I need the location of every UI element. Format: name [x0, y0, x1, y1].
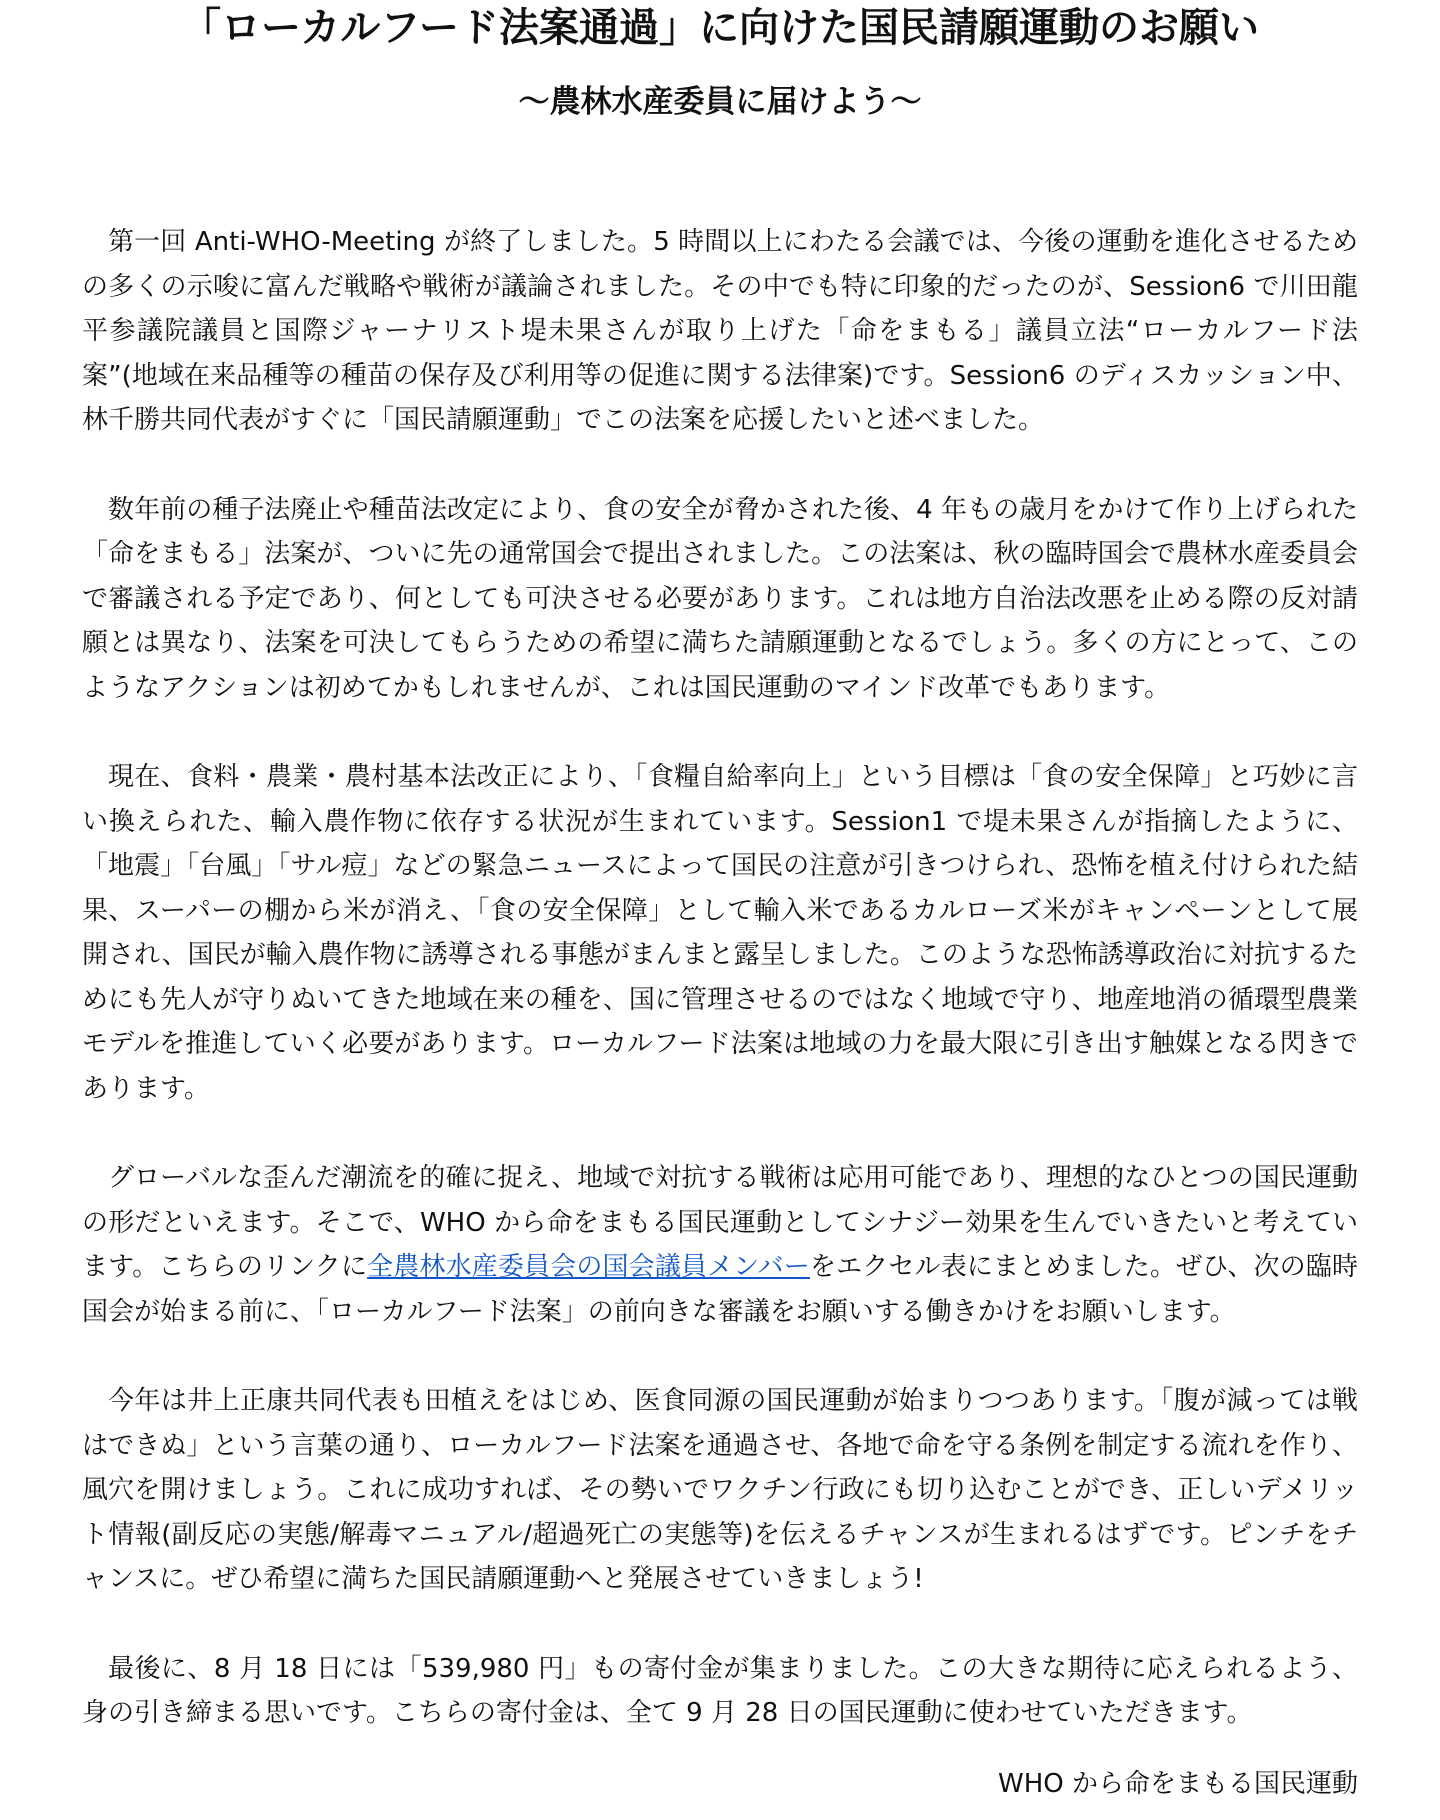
document-title: 「ローカルフード法案通過」に向けた国民請願運動のお願い: [181, 5, 1259, 51]
document-body: [82, 220, 1358, 1736]
committee-members-link[interactable]: 全農林水産委員会の国会議員メンバー: [367, 1252, 810, 1282]
signature: WHO から命をまもる国民運動: [998, 1769, 1358, 1799]
paragraph-donations: 最後に、8 月 18 日には「539,980 円」もの寄付金が集まりました。この大きな期待に応えられるよう、身の引き締まる思いです。こちらの寄付金は、全て 9 月 28 日の国民運動に使わせていただきます。: [82, 1653, 1358, 1728]
paragraph-movement-momentum: 今年は井上正康共同代表も田植えをはじめ、医食同源の国民運動が始まりつつあります。「腹が減っては戦はできぬ」という言葉の通り、ローカルフード法案を通過させ、各地で命を守る条例を制定する流れを作り、風穴を開けましょう。これに成功すれば、その勢いでワクチン行政にも切り込むことができ、正しいデメリット情報(副反応の実態/解毒マニュアル/超過死亡の実態等)を伝えるチャンスが生まれるはずです。ピンチをチャンスに。ぜひ希望に満ちた国民請願運動へと発展させていきましょう!: [82, 1386, 1358, 1594]
paragraph-food-security: 現在、食料・農業・農村基本法改正により、「食糧自給率向上」という目標は「食の安全保障」と巧妙に言い換えられた、輸入農作物に依存する状況が生まれています。Session1 で堤未果さんが指摘したように、「地震」「台風」「サル痘」などの緊急ニュースによって国民の注意が引きつけられ、恐怖を植え付けられた結果、スーパーの棚から米が消え、「食の安全保障」として輸入米であるカルローズ米がキャンペーンとして展開され、国民が輸入農作物に誘導される事態がまんまと露呈しました。このような恐怖誘導政治に対抗するためにも先人が守りぬいてきた地域在来の種を、国に管理させるのではなく地域で守り、地産地消の循環型農業モデルを推進していく必要があります。ローカルフード法案は地域の力を最大限に引き出す触媒となる閃きであります。: [82, 762, 1358, 1104]
paragraph-call-to-action-text-after: をエクセル表にまとめました。ぜひ、次の臨時国会が始まる前に、「ローカルフード法案」の前向きな審議をお願いする働きかけをお願いします。: [82, 1252, 1358, 1327]
paragraph-call-to-action-text-before: グローバルな歪んだ潮流を的確に捉え、地域で対抗する戦術は応用可能であり、理想的なひとつの国民運動の形だといえます。そこで、WHO から命をまもる国民運動としてシナジー効果を生んでいきたいと考えています。こちらのリンクに: [82, 1163, 1358, 1282]
paragraph-bill-background: 数年前の種子法廃止や種苗法改定により、食の安全が脅かされた後、4 年もの歳月をかけて作り上げられた「命をまもる」法案が、ついに先の通常国会で提出されました。この法案は、秋の臨時国会で農林水産委員会で審議される予定であり、何としても可決させる必要があります。これは地方自治法改悪を止める際の反対請願とは異なり、法案を可決してもらうための希望に満ちた請願運動となるでしょう。多くの方にとって、このようなアクションは初めてかもしれませんが、これは国民運動のマインド改革でもあります。: [82, 494, 1358, 703]
paragraph-meeting-report: 第一回 Anti-WHO-Meeting が終了しました。5 時間以上にわたる会議では、今後の運動を進化させるための多くの示唆に富んだ戦略や戦術が議論されました。その中でも特に印象的だったのが、Session6 で川田龍平参議院議員と国際ジャーナリスト堤未果さんが取り上げた「命をまもる」議員立法“ローカルフード法案”(地域在来品種等の種苗の保存及び利用等の促進に関する法律案)です。Session6 のディスカッション中、林千勝共同代表がすぐに「国民請願運動」でこの法案を応援したいと述べました。: [82, 227, 1358, 435]
paragraph-call-to-action: [82, 1156, 1358, 1334]
document-subtitle: ～農林水産委員に届けよう～: [518, 84, 922, 120]
